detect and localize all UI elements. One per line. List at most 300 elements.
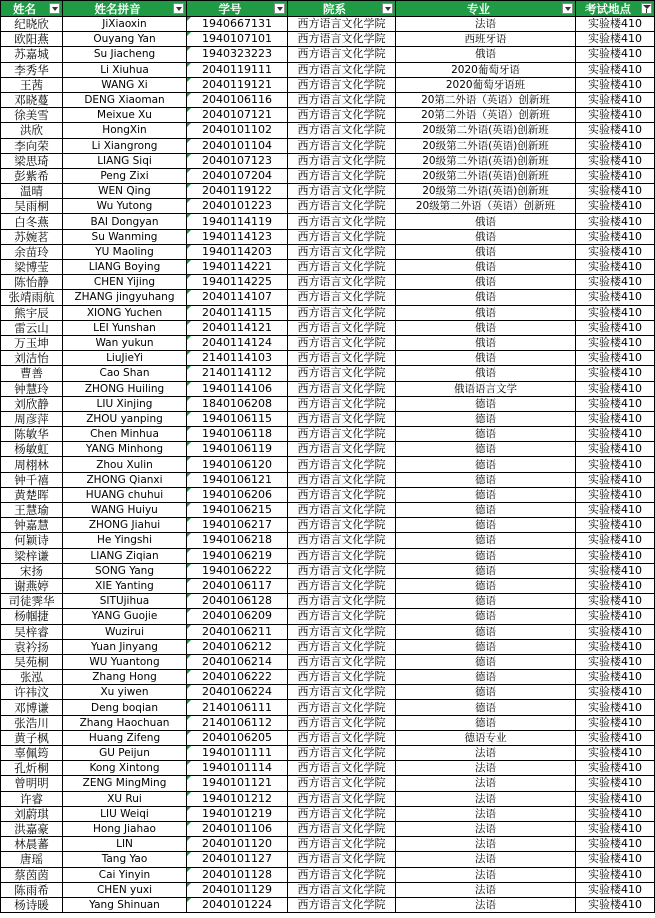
exam-location-cell[interactable]: 实验楼410 — [576, 244, 655, 259]
name-cell[interactable]: 孔炘桐 — [1, 761, 63, 776]
department-cell[interactable]: 西方语言文化学院 — [288, 852, 396, 867]
exam-location-cell[interactable]: 实验楼410 — [576, 715, 655, 730]
filter-dropdown-icon[interactable] — [382, 3, 393, 14]
department-cell[interactable]: 西方语言文化学院 — [288, 776, 396, 791]
pinyin-cell[interactable]: Tang Yao — [63, 852, 187, 867]
department-cell[interactable]: 西方语言文化学院 — [288, 62, 396, 77]
department-cell[interactable]: 西方语言文化学院 — [288, 806, 396, 821]
name-cell[interactable]: 余苗玲 — [1, 244, 63, 259]
student-id-cell[interactable]: 2040107204 — [187, 168, 288, 183]
exam-location-cell[interactable]: 实验楼410 — [576, 897, 655, 912]
pinyin-cell[interactable]: Li Xiangrong — [63, 138, 187, 153]
pinyin-cell[interactable]: Wan yukun — [63, 335, 187, 350]
major-cell[interactable]: 20级第二外语(英语)创新班 — [396, 153, 576, 168]
pinyin-cell[interactable]: ZHONG Qianxi — [63, 472, 187, 487]
student-id-cell[interactable]: 2040106128 — [187, 594, 288, 609]
exam-location-cell[interactable]: 实验楼410 — [576, 229, 655, 244]
pinyin-cell[interactable]: CHEN Yijing — [63, 275, 187, 290]
name-cell[interactable]: 温晴 — [1, 184, 63, 199]
name-cell[interactable]: 梁博莹 — [1, 260, 63, 275]
student-id-cell[interactable]: 1940106217 — [187, 518, 288, 533]
department-cell[interactable]: 西方语言文化学院 — [288, 457, 396, 472]
major-cell[interactable]: 20级第二外语（英语）创新班 — [396, 199, 576, 214]
student-id-cell[interactable]: 1940323223 — [187, 47, 288, 62]
filter-dropdown-icon[interactable] — [274, 3, 285, 14]
pinyin-cell[interactable]: LIANG Siqi — [63, 153, 187, 168]
exam-location-cell[interactable]: 实验楼410 — [576, 791, 655, 806]
name-cell[interactable]: 陈怡静 — [1, 275, 63, 290]
student-id-cell[interactable]: 1940107101 — [187, 32, 288, 47]
name-cell[interactable]: 彭紫希 — [1, 168, 63, 183]
major-cell[interactable]: 俄语 — [396, 351, 576, 366]
student-id-cell[interactable]: 2040106209 — [187, 609, 288, 624]
name-cell[interactable]: 钟千禧 — [1, 472, 63, 487]
department-cell[interactable]: 西方语言文化学院 — [288, 624, 396, 639]
department-cell[interactable]: 西方语言文化学院 — [288, 305, 396, 320]
pinyin-cell[interactable]: LIANG Boying — [63, 260, 187, 275]
pinyin-cell[interactable]: Ouyang Yan — [63, 32, 187, 47]
exam-location-cell[interactable]: 实验楼410 — [576, 168, 655, 183]
department-cell[interactable]: 西方语言文化学院 — [288, 867, 396, 882]
exam-location-cell[interactable]: 实验楼410 — [576, 533, 655, 548]
exam-location-cell[interactable]: 实验楼410 — [576, 639, 655, 654]
student-id-cell[interactable]: 2040114121 — [187, 320, 288, 335]
pinyin-cell[interactable]: DENG Xiaoman — [63, 92, 187, 107]
student-id-cell[interactable]: 1940106119 — [187, 442, 288, 457]
pinyin-cell[interactable]: GU Peijun — [63, 746, 187, 761]
department-cell[interactable]: 西方语言文化学院 — [288, 594, 396, 609]
student-id-cell[interactable]: 1940106222 — [187, 563, 288, 578]
major-cell[interactable]: 德语 — [396, 654, 576, 669]
student-id-cell[interactable]: 2040119122 — [187, 184, 288, 199]
pinyin-cell[interactable]: XIE Yanting — [63, 578, 187, 593]
pinyin-cell[interactable]: Cao Shan — [63, 366, 187, 381]
pinyin-cell[interactable]: WANG Huiyu — [63, 503, 187, 518]
student-id-cell[interactable]: 1940114221 — [187, 260, 288, 275]
major-cell[interactable]: 法语 — [396, 852, 576, 867]
major-cell[interactable]: 德语 — [396, 518, 576, 533]
major-cell[interactable]: 20级第二外语(英语)创新班 — [396, 138, 576, 153]
department-cell[interactable]: 西方语言文化学院 — [288, 472, 396, 487]
department-cell[interactable]: 西方语言文化学院 — [288, 442, 396, 457]
name-cell[interactable]: 刘蔚琪 — [1, 806, 63, 821]
pinyin-cell[interactable]: Chen Minhua — [63, 427, 187, 442]
department-cell[interactable]: 西方语言文化学院 — [288, 882, 396, 897]
exam-location-cell[interactable]: 实验楼410 — [576, 761, 655, 776]
name-cell[interactable]: 杨诗暖 — [1, 897, 63, 912]
major-cell[interactable]: 德语 — [396, 396, 576, 411]
name-cell[interactable]: 曹善 — [1, 366, 63, 381]
department-cell[interactable]: 西方语言文化学院 — [288, 47, 396, 62]
student-id-cell[interactable]: 2040107123 — [187, 153, 288, 168]
department-cell[interactable]: 西方语言文化学院 — [288, 518, 396, 533]
student-id-cell[interactable]: 2040119111 — [187, 62, 288, 77]
pinyin-cell[interactable]: Su Wanming — [63, 229, 187, 244]
name-cell[interactable]: 徐美雪 — [1, 108, 63, 123]
student-id-cell[interactable]: 1940114225 — [187, 275, 288, 290]
name-cell[interactable]: 白冬燕 — [1, 214, 63, 229]
student-id-cell[interactable]: 1940667131 — [187, 17, 288, 32]
exam-location-cell[interactable]: 实验楼410 — [576, 837, 655, 852]
pinyin-cell[interactable]: YANG Minhong — [63, 442, 187, 457]
pinyin-cell[interactable]: ZENG MingMing — [63, 776, 187, 791]
pinyin-cell[interactable]: Wuzirui — [63, 624, 187, 639]
major-cell[interactable]: 德语 — [396, 503, 576, 518]
pinyin-cell[interactable]: Zhang Hong — [63, 670, 187, 685]
major-cell[interactable]: 俄语 — [396, 320, 576, 335]
exam-location-cell[interactable]: 实验楼410 — [576, 427, 655, 442]
pinyin-cell[interactable]: Deng boqian — [63, 700, 187, 715]
exam-location-cell[interactable]: 实验楼410 — [576, 62, 655, 77]
major-cell[interactable]: 德语专业 — [396, 730, 576, 745]
student-id-cell[interactable]: 2040114124 — [187, 335, 288, 350]
student-id-cell[interactable]: 2040119121 — [187, 77, 288, 92]
student-id-cell[interactable]: 2040101104 — [187, 138, 288, 153]
name-cell[interactable]: 张靖雨航 — [1, 290, 63, 305]
student-id-cell[interactable]: 1940101111 — [187, 746, 288, 761]
name-cell[interactable]: 黄楚晖 — [1, 487, 63, 502]
major-cell[interactable]: 德语 — [396, 715, 576, 730]
exam-location-cell[interactable]: 实验楼410 — [576, 670, 655, 685]
major-cell[interactable]: 俄语 — [396, 366, 576, 381]
department-cell[interactable]: 西方语言文化学院 — [288, 427, 396, 442]
name-cell[interactable]: 钟慧玲 — [1, 381, 63, 396]
department-cell[interactable]: 西方语言文化学院 — [288, 123, 396, 138]
pinyin-cell[interactable]: LIU Weiqi — [63, 806, 187, 821]
major-cell[interactable]: 德语 — [396, 427, 576, 442]
student-id-cell[interactable]: 2040101127 — [187, 852, 288, 867]
major-cell[interactable]: 法语 — [396, 776, 576, 791]
exam-location-cell[interactable]: 实验楼410 — [576, 214, 655, 229]
pinyin-cell[interactable]: HUANG chuhui — [63, 487, 187, 502]
department-cell[interactable]: 西方语言文化学院 — [288, 700, 396, 715]
name-cell[interactable]: 雷云山 — [1, 320, 63, 335]
pinyin-cell[interactable]: WU Yuantong — [63, 654, 187, 669]
exam-location-cell[interactable]: 实验楼410 — [576, 730, 655, 745]
exam-location-cell[interactable]: 实验楼410 — [576, 123, 655, 138]
name-cell[interactable]: 林晨蕃 — [1, 837, 63, 852]
name-cell[interactable]: 司徒霁华 — [1, 594, 63, 609]
pinyin-cell[interactable]: Huang Zifeng — [63, 730, 187, 745]
major-cell[interactable]: 法语 — [396, 821, 576, 836]
major-cell[interactable]: 德语 — [396, 639, 576, 654]
name-cell[interactable]: 王慧瑜 — [1, 503, 63, 518]
name-cell[interactable]: 吴梓睿 — [1, 624, 63, 639]
major-cell[interactable]: 德语 — [396, 442, 576, 457]
student-id-cell[interactable]: 2040101120 — [187, 837, 288, 852]
department-cell[interactable]: 西方语言文化学院 — [288, 17, 396, 32]
exam-location-cell[interactable]: 实验楼410 — [576, 685, 655, 700]
student-id-cell[interactable]: 1940106115 — [187, 411, 288, 426]
student-id-cell[interactable]: 1940106219 — [187, 548, 288, 563]
exam-location-cell[interactable]: 实验楼410 — [576, 260, 655, 275]
student-id-cell[interactable]: 2040114107 — [187, 290, 288, 305]
department-cell[interactable]: 西方语言文化学院 — [288, 897, 396, 912]
student-id-cell[interactable]: 2140114112 — [187, 366, 288, 381]
major-cell[interactable]: 2020葡萄牙语 — [396, 62, 576, 77]
exam-location-cell[interactable]: 实验楼410 — [576, 548, 655, 563]
student-id-cell[interactable]: 2040107121 — [187, 108, 288, 123]
student-id-cell[interactable]: 2040106224 — [187, 685, 288, 700]
major-cell[interactable]: 法语 — [396, 897, 576, 912]
pinyin-cell[interactable]: XIONG Yuchen — [63, 305, 187, 320]
name-cell[interactable]: 刘洁怡 — [1, 351, 63, 366]
name-cell[interactable]: 邓博谦 — [1, 700, 63, 715]
exam-location-cell[interactable]: 实验楼410 — [576, 654, 655, 669]
exam-location-cell[interactable]: 实验楼410 — [576, 290, 655, 305]
student-id-cell[interactable]: 2040101102 — [187, 123, 288, 138]
student-id-cell[interactable]: 2140106111 — [187, 700, 288, 715]
student-id-cell[interactable]: 1940101121 — [187, 776, 288, 791]
major-cell[interactable]: 法语 — [396, 867, 576, 882]
department-cell[interactable]: 西方语言文化学院 — [288, 533, 396, 548]
name-cell[interactable]: 吴苑桐 — [1, 654, 63, 669]
exam-location-cell[interactable]: 实验楼410 — [576, 594, 655, 609]
department-cell[interactable]: 西方语言文化学院 — [288, 791, 396, 806]
major-cell[interactable]: 德语 — [396, 624, 576, 639]
department-cell[interactable]: 西方语言文化学院 — [288, 396, 396, 411]
name-cell[interactable]: 陈雨希 — [1, 882, 63, 897]
department-cell[interactable]: 西方语言文化学院 — [288, 168, 396, 183]
major-cell[interactable]: 德语 — [396, 609, 576, 624]
major-cell[interactable]: 德语 — [396, 457, 576, 472]
department-cell[interactable]: 西方语言文化学院 — [288, 685, 396, 700]
department-cell[interactable]: 西方语言文化学院 — [288, 578, 396, 593]
name-cell[interactable]: 王茜 — [1, 77, 63, 92]
major-cell[interactable]: 德语 — [396, 411, 576, 426]
major-cell[interactable]: 西班牙语 — [396, 32, 576, 47]
department-cell[interactable]: 西方语言文化学院 — [288, 153, 396, 168]
department-cell[interactable]: 西方语言文化学院 — [288, 244, 396, 259]
pinyin-cell[interactable]: WANG Xi — [63, 77, 187, 92]
pinyin-cell[interactable]: LIN — [63, 837, 187, 852]
filter-dropdown-icon[interactable] — [49, 3, 60, 14]
major-cell[interactable]: 德语 — [396, 594, 576, 609]
major-cell[interactable]: 20第二外语（英语）创新班 — [396, 92, 576, 107]
department-cell[interactable]: 西方语言文化学院 — [288, 214, 396, 229]
name-cell[interactable]: 熊宇辰 — [1, 305, 63, 320]
name-cell[interactable]: 陈敏华 — [1, 427, 63, 442]
department-cell[interactable]: 西方语言文化学院 — [288, 199, 396, 214]
department-cell[interactable]: 西方语言文化学院 — [288, 290, 396, 305]
exam-location-cell[interactable]: 实验楼410 — [576, 32, 655, 47]
pinyin-cell[interactable]: Cai Yinyin — [63, 867, 187, 882]
pinyin-cell[interactable]: SITUjihua — [63, 594, 187, 609]
major-cell[interactable]: 德语 — [396, 563, 576, 578]
major-cell[interactable]: 20第二外语（英语）创新班 — [396, 108, 576, 123]
department-cell[interactable]: 西方语言文化学院 — [288, 381, 396, 396]
student-id-cell[interactable]: 2040106117 — [187, 578, 288, 593]
department-cell[interactable]: 西方语言文化学院 — [288, 487, 396, 502]
student-id-cell[interactable]: 2040101224 — [187, 897, 288, 912]
pinyin-cell[interactable]: Yang Shinuan — [63, 897, 187, 912]
exam-location-cell[interactable]: 实验楼410 — [576, 609, 655, 624]
name-cell[interactable]: 邓晓蔓 — [1, 92, 63, 107]
pinyin-cell[interactable]: SONG Yang — [63, 563, 187, 578]
pinyin-cell[interactable]: Zhang Haochuan — [63, 715, 187, 730]
pinyin-cell[interactable]: Zhou Xulin — [63, 457, 187, 472]
exam-location-cell[interactable]: 实验楼410 — [576, 153, 655, 168]
exam-location-cell[interactable]: 实验楼410 — [576, 457, 655, 472]
department-cell[interactable]: 西方语言文化学院 — [288, 654, 396, 669]
major-cell[interactable]: 德语 — [396, 487, 576, 502]
department-cell[interactable]: 西方语言文化学院 — [288, 837, 396, 852]
exam-location-cell[interactable]: 实验楼410 — [576, 381, 655, 396]
name-cell[interactable]: 洪欣 — [1, 123, 63, 138]
pinyin-cell[interactable]: Hong Jiahao — [63, 821, 187, 836]
name-cell[interactable]: 梁梓谦 — [1, 548, 63, 563]
pinyin-cell[interactable]: BAI Dongyan — [63, 214, 187, 229]
exam-location-cell[interactable]: 实验楼410 — [576, 852, 655, 867]
exam-location-cell[interactable]: 实验楼410 — [576, 578, 655, 593]
exam-location-cell[interactable]: 实验楼410 — [576, 275, 655, 290]
student-id-cell[interactable]: 2040106205 — [187, 730, 288, 745]
pinyin-cell[interactable]: ZHONG Huiling — [63, 381, 187, 396]
pinyin-cell[interactable]: XU Rui — [63, 791, 187, 806]
pinyin-cell[interactable]: ZHANG jingyuhang — [63, 290, 187, 305]
department-cell[interactable]: 西方语言文化学院 — [288, 761, 396, 776]
name-cell[interactable]: 何颖诗 — [1, 533, 63, 548]
exam-location-cell[interactable]: 实验楼410 — [576, 396, 655, 411]
student-id-cell[interactable]: 2040101106 — [187, 821, 288, 836]
student-id-cell[interactable]: 1940106215 — [187, 503, 288, 518]
name-cell[interactable]: 蔡茵茵 — [1, 867, 63, 882]
department-cell[interactable]: 西方语言文化学院 — [288, 639, 396, 654]
exam-location-cell[interactable]: 实验楼410 — [576, 776, 655, 791]
pinyin-cell[interactable]: CHEN yuxi — [63, 882, 187, 897]
major-cell[interactable]: 德语 — [396, 685, 576, 700]
student-id-cell[interactable]: 2040106211 — [187, 624, 288, 639]
exam-location-cell[interactable]: 实验楼410 — [576, 108, 655, 123]
pinyin-cell[interactable]: YANG Guojie — [63, 609, 187, 624]
pinyin-cell[interactable]: HongXin — [63, 123, 187, 138]
name-cell[interactable]: 谢燕婷 — [1, 578, 63, 593]
major-cell[interactable]: 德语 — [396, 533, 576, 548]
major-cell[interactable]: 俄语 — [396, 229, 576, 244]
major-cell[interactable]: 俄语 — [396, 275, 576, 290]
major-cell[interactable]: 法语 — [396, 806, 576, 821]
major-cell[interactable]: 俄语 — [396, 47, 576, 62]
name-cell[interactable]: 唐瑶 — [1, 852, 63, 867]
name-cell[interactable]: 苏嘉城 — [1, 47, 63, 62]
major-cell[interactable]: 法语 — [396, 882, 576, 897]
exam-location-cell[interactable]: 实验楼410 — [576, 563, 655, 578]
department-cell[interactable]: 西方语言文化学院 — [288, 503, 396, 518]
major-cell[interactable]: 法语 — [396, 837, 576, 852]
name-cell[interactable]: 钟嘉慧 — [1, 518, 63, 533]
exam-location-cell[interactable]: 实验楼410 — [576, 746, 655, 761]
department-cell[interactable]: 西方语言文化学院 — [288, 746, 396, 761]
major-cell[interactable]: 德语 — [396, 548, 576, 563]
exam-location-cell[interactable]: 实验楼410 — [576, 882, 655, 897]
exam-location-cell[interactable]: 实验楼410 — [576, 138, 655, 153]
name-cell[interactable]: 李向荣 — [1, 138, 63, 153]
major-cell[interactable]: 俄语 — [396, 305, 576, 320]
name-cell[interactable]: 李秀华 — [1, 62, 63, 77]
department-cell[interactable]: 西方语言文化学院 — [288, 609, 396, 624]
department-cell[interactable]: 西方语言文化学院 — [288, 92, 396, 107]
department-cell[interactable]: 西方语言文化学院 — [288, 411, 396, 426]
department-cell[interactable]: 西方语言文化学院 — [288, 366, 396, 381]
major-cell[interactable]: 俄语 — [396, 260, 576, 275]
name-cell[interactable]: 张泓 — [1, 670, 63, 685]
student-id-cell[interactable]: 1940114106 — [187, 381, 288, 396]
major-cell[interactable]: 20级第二外语(英语)创新班 — [396, 123, 576, 138]
major-cell[interactable]: 法语 — [396, 746, 576, 761]
exam-location-cell[interactable]: 实验楼410 — [576, 442, 655, 457]
exam-location-cell[interactable]: 实验楼410 — [576, 47, 655, 62]
name-cell[interactable]: 杨帼捷 — [1, 609, 63, 624]
pinyin-cell[interactable]: Su Jiacheng — [63, 47, 187, 62]
department-cell[interactable]: 西方语言文化学院 — [288, 108, 396, 123]
department-cell[interactable]: 西方语言文化学院 — [288, 275, 396, 290]
exam-location-cell[interactable]: 实验楼410 — [576, 366, 655, 381]
department-cell[interactable]: 西方语言文化学院 — [288, 320, 396, 335]
major-cell[interactable]: 法语 — [396, 761, 576, 776]
student-id-cell[interactable]: 1840106208 — [187, 396, 288, 411]
pinyin-cell[interactable]: LiuJieYi — [63, 351, 187, 366]
name-cell[interactable]: 许睿 — [1, 791, 63, 806]
name-cell[interactable]: 洪嘉豪 — [1, 821, 63, 836]
pinyin-cell[interactable]: Meixue Xu — [63, 108, 187, 123]
name-cell[interactable]: 周栩林 — [1, 457, 63, 472]
student-id-cell[interactable]: 2040106212 — [187, 639, 288, 654]
major-cell[interactable]: 20级第二外语(英语)创新班 — [396, 168, 576, 183]
department-cell[interactable]: 西方语言文化学院 — [288, 548, 396, 563]
exam-location-cell[interactable]: 实验楼410 — [576, 503, 655, 518]
department-cell[interactable]: 西方语言文化学院 — [288, 730, 396, 745]
department-cell[interactable]: 西方语言文化学院 — [288, 563, 396, 578]
name-cell[interactable]: 梁思琦 — [1, 153, 63, 168]
major-cell[interactable]: 2020葡萄牙语班 — [396, 77, 576, 92]
name-cell[interactable]: 欧阳燕 — [1, 32, 63, 47]
pinyin-cell[interactable]: ZHOU yanping — [63, 411, 187, 426]
name-cell[interactable]: 黄子枫 — [1, 730, 63, 745]
department-cell[interactable]: 西方语言文化学院 — [288, 77, 396, 92]
student-id-cell[interactable]: 1940106121 — [187, 472, 288, 487]
student-id-cell[interactable]: 2040114115 — [187, 305, 288, 320]
major-cell[interactable]: 德语 — [396, 472, 576, 487]
department-cell[interactable]: 西方语言文化学院 — [288, 821, 396, 836]
department-cell[interactable]: 西方语言文化学院 — [288, 670, 396, 685]
student-id-cell[interactable]: 2040106116 — [187, 92, 288, 107]
name-cell[interactable]: 袁衿扬 — [1, 639, 63, 654]
exam-location-cell[interactable]: 实验楼410 — [576, 320, 655, 335]
student-id-cell[interactable]: 2040106222 — [187, 670, 288, 685]
student-id-cell[interactable]: 1940114123 — [187, 229, 288, 244]
exam-location-cell[interactable]: 实验楼410 — [576, 305, 655, 320]
student-id-cell[interactable]: 1940114119 — [187, 214, 288, 229]
name-cell[interactable]: 曾明明 — [1, 776, 63, 791]
exam-location-cell[interactable]: 实验楼410 — [576, 487, 655, 502]
student-id-cell[interactable]: 1940106218 — [187, 533, 288, 548]
exam-location-cell[interactable]: 实验楼410 — [576, 867, 655, 882]
student-id-cell[interactable]: 2040101129 — [187, 882, 288, 897]
major-cell[interactable]: 俄语 — [396, 244, 576, 259]
department-cell[interactable]: 西方语言文化学院 — [288, 229, 396, 244]
pinyin-cell[interactable]: JiXiaoxin — [63, 17, 187, 32]
exam-location-cell[interactable]: 实验楼410 — [576, 184, 655, 199]
exam-location-cell[interactable]: 实验楼410 — [576, 821, 655, 836]
exam-location-cell[interactable]: 实验楼410 — [576, 700, 655, 715]
pinyin-cell[interactable]: YU Maoling — [63, 244, 187, 259]
pinyin-cell[interactable]: Kong Xintong — [63, 761, 187, 776]
name-cell[interactable]: 万玉坤 — [1, 335, 63, 350]
student-id-cell[interactable]: 2140114103 — [187, 351, 288, 366]
exam-location-cell[interactable]: 实验楼410 — [576, 77, 655, 92]
pinyin-cell[interactable]: Wu Yutong — [63, 199, 187, 214]
exam-location-cell[interactable]: 实验楼410 — [576, 518, 655, 533]
